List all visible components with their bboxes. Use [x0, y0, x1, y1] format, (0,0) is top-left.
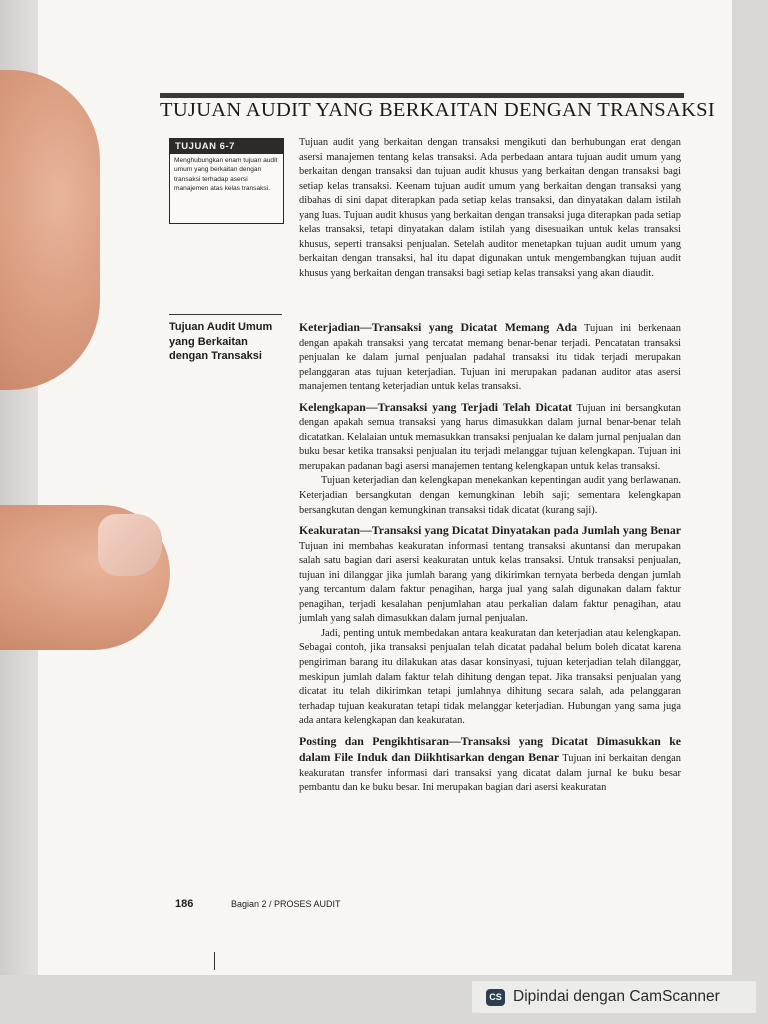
section-body: Tujuan ini bersangkutan dengan apakah semua transaksi yang harus dimasukkan dalam jurnal benar-benar telah dicatatkan. Kelalaian untuk memasukkan transaksi penjualan ke dalam jurnal penjualan dan buku besar ketika transaksi penjualan itu terjadi melanggar tujuan kelengkapan. Tujuan ini merupakan padanan bagi asersi manajemen tentang kelengkapan untuk kelas transaksi. [299, 402, 681, 472]
objective-box [169, 138, 284, 224]
thumb-top-image [0, 70, 100, 390]
scanner-watermark [472, 981, 756, 1013]
page-title: TUJUAN AUDIT YANG BERKAITAN DENGAN TRANSAKSI [160, 99, 715, 121]
section-body: Tujuan ini berkenaan dengan apakah transaksi yang tercatat memang benar-benar terjadi. Pencatatan transaksi penjualan ke dalam jurnal penjualan padahal transaksi itu tidak terjadi merupakan pelanggaran atas tujuan keterjadian. Tujuan ini merupakan padanan auditor atas asersi manajemen tentang keterjadian untuk kelas transaksi. [299, 323, 681, 393]
sections-column [299, 320, 681, 796]
scanner-watermark-text: Dipindai dengan CamScanner [513, 988, 720, 1005]
objective-text: Menghubungkan enam tujuan audit umum yang berkaitan dengan transaksi terhadap asersi manajemen atas kelas transaksi. [174, 157, 278, 193]
intro-paragraph: Tujuan audit yang berkaitan dengan transaksi mengikuti dan berhubungan erat dengan asersi manajemen tentang kelas transaksi. Ada perbedaan antara tujuan audit umum yang berkaitan dengan transaksi dan tujuan audit khusus yang berkaitan dengan transaksi bagi setiap kelas transaksi. Keenam tujuan audit umum yang berkaitan dengan transaksi yang dibahas di sini dapat diterapkan pada setiap kelas transaksi, dan dinyatakan dalam istilah yang luas. Tujuan audit khusus yang berkaitan dengan transaksi juga diterapkan pada setiap kelas transaksi, tetapi dinyatakan dalam istilah yang disesuaikan untuk kelas transaksi khusus, seperti transaksi penjualan. Setelah auditor menetapkan tujuan audit umum yang berkaitan dengan transaksi, hal itu dapat digunakan untuk mengembangkan tujuan audit khusus yang berkaitan dengan transaksi bagi setiap kelas transaksi yang akan diaudit. [299, 137, 681, 279]
section-body: Tujuan ini berkaitan dengan keakuratan transfer informasi dari transaksi yang dicatat dalam jurnal ke buku besar pembantu dan ke buku besar. Ini merupakan bagian dari asersi keakuratan [299, 753, 681, 794]
section-heading: Kelengkapan—Transaksi yang Terjadi Telah Dicatat [299, 399, 573, 414]
fold-mark [214, 952, 215, 970]
section-heading: Keakuratan—Transaksi yang Dicatat Dinyatakan pada Jumlah yang Benar [299, 523, 681, 538]
thumbnail-nail-image [98, 514, 162, 576]
side-heading: Tujuan Audit Umum yang Berkaitan dengan Transaksi [169, 321, 273, 362]
section-paragraph: Jadi, penting untuk membedakan antara keakuratan dan keterjadian atau kelengkapan. Sebagai contoh, jika transaksi penjualan telah dicatat padahal belum boleh dicatat karena pengiriman barang itu dilakukan atas dasar konsinyasi, tujuan keterjadian telah dilanggar, meskipun jumlah dalam faktur telah dihitung dengan tepat. Jika transaksi penjualan yang dicatat itu telah dikirimkan tetapi jumlahnya dihitung secara salah, ada pelanggaran terhadap tujuan keakuratan tetapi tidak melanggar keterjadian. Hubungan yang sama juga ada antara kelengkapan dan keakuratan. [299, 627, 681, 727]
camscanner-icon: CS [486, 989, 505, 1006]
section-posting [299, 734, 681, 796]
section-accuracy [299, 523, 681, 627]
footer-part-label: Bagian 2 / PROSES AUDIT [231, 899, 341, 909]
section-body: Tujuan ini membahas keakuratan informasi tentang transaksi akuntansi dan merupakan salah satu bagian dari asersi keakuratan untuk kelas transaksi. Untuk transaksi penjualan, tujuan ini dilanggar jika jumlah barang yang dikirimkan ternyata berbeda dengan jumlah yang tercantum dalam faktur penagihan, harga jual yang salah digunakan dalam faktur penagihan, terjadi kesalahan penjumlahan atau perkalian dalam faktur penagihan, atau jumlah yang salah dimasukkan dalam jurnal penjualan. [299, 540, 681, 625]
section-completeness [299, 400, 681, 475]
objective-label: TUJUAN 6-7 [170, 139, 283, 154]
side-heading-rule [169, 314, 282, 315]
section-paragraph: Tujuan keterjadian dan kelengkapan menekankan kepentingan audit yang berlawanan. Keterjadian bersangkutan dengan kemungkinan lebih saji; sementara kelengkapan bersangkutan dengan kemungkinan transaksi tidak dicatat (kurang saji). [299, 475, 681, 516]
section-occurrence [299, 320, 681, 395]
section-heading: Posting dan Pengikhtisaran—Transaksi yang Dicatat Dimasukkan ke dalam File Induk dan Diikhtisarkan dengan Benar [299, 733, 681, 765]
page-number: 186 [175, 898, 194, 910]
title-rule [160, 93, 684, 98]
section-heading: Keterjadian—Transaksi yang Dicatat Memang Ada [299, 320, 578, 334]
